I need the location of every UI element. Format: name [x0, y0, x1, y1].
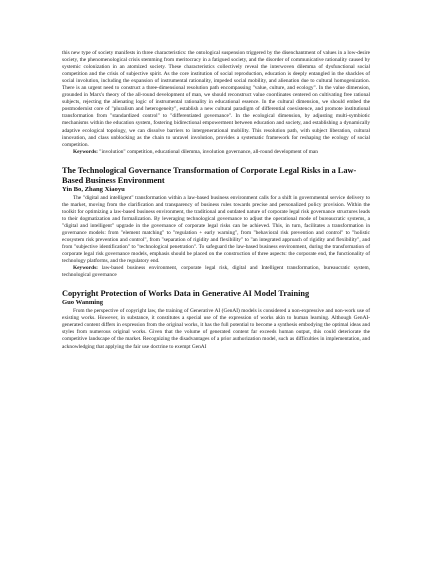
article-abstract: From the perspective of copyright law, the training of Generative AI (GenAI) models is considered a non-expressive and non-work use of existing works. However, in substance, it constitutes a special use of the expression of works akin to human learning. Although GenAI-generated content differs in expression from the original works, it has the full potential to become a synthesis embodying the optimal ideas and styles from numerous original works. Given that the volume of generated content far exceeds human output, this could deteriorate the competitive landscape of the market. Recognizing the disadvantages of a prior authorization model, such as difficulties in implementation, and acknowledging that applying the fair use doctrine to exempt GenAI	[62, 308, 370, 350]
article-section-1	[62, 166, 370, 280]
article-section-2	[62, 289, 370, 350]
keywords-line	[62, 265, 370, 279]
article-abstract: The "digital and intelligent" transformation within a law-based business environment calls for a shift in governmental service delivery to the market, moving from the clarification and transparency of business rules towards precise and personalized policy provision. Within the toolkit for optimizing a law-based business environment, the traditional and outdated nature of corporate legal risk governance structures leads to their dogmatization and formalization. By leveraging technological governance to adjust the operational mode of bureaucratic systems, a "digital and intelligent" upgrade in the governance of corporate legal risks can be achieved. This, in turn, facilitates a transformation in governance models: from "element matching" to "regulation + early warning", from "behavioral risk prevention and control" to "holistic ecosystem risk prevention and control", from "separation of rigidity and flexibility" to "an integrated approach of rigidity and flexibility", and from "subjective identification" to "technological penetration". To safeguard the law-based business environment, during the transformation of corporate legal risk governance models, emphasis should be placed on the construction of three aspects: the corporate end, the functionality of technology platforms, and the regulatory end.	[62, 194, 370, 265]
article-authors: Yin Bo, Zhang Xiaoyu	[62, 185, 125, 193]
document-page	[62, 50, 370, 351]
abstract-continuation: this new type of society manifests in three characteristics: the ontological suspension triggered by the disenchantment of values in a low-desire society, the phenomenological crisis stemming from meritocracy in a fatigued society, and the disorder of communicative rationality caused by systemic colonization in an atomized society. These characteristics collectively reveal the interwoven dilemma of dysfunctional social competition and the crisis of subjective spirit. As the core institution of social reproduction, education is deeply entangled in the shackles of social involution, including the expansion of instrumental rationality, impeded social mobility, and alienation due to cultural homogenization. There is an urgent need to construct a three-dimensional resolution path encompassing "value, culture, and ecology". In the value dimension, grounded in Marx's theory of the all-round development of man, we should reconstruct value coordinates centered on cultivating free rational subjects, rejecting the alienating logic of instrumental rationality in educational essence. In the cultural dimension, we should embed the postmodernist core of "pluralism and heterogeneity", establish a new cultural paradigm of differential coexistence, and promote institutional transformation from "standardized control" to "differentiated governance". In the ecological dimension, by adjusting multi-symbiotic mechanisms within the education system, fostering bidirectional empowerment between education and society, and establishing a dynamically adaptive ecological topology, we can dissolve barriers to intergenerational mobility. This resolution path, with subject liberation, cultural innovation, and class unblocking as the chain to unravel involution, provides a systematic framework for reshaping the ecology of social competition.	[62, 50, 370, 148]
keywords-text: "involution" competition, educational dilemma, involution governance, all-round development of man	[97, 148, 318, 155]
article-title: The Technological Governance Transformation of Corporate Legal Risks in a Law-Based Business Environment	[62, 165, 357, 185]
keywords-label: Keywords:	[73, 148, 98, 155]
keywords-label: Keywords:	[73, 265, 98, 272]
article-title: Copyright Protection of Works Data in Generative AI Model Training	[62, 289, 310, 299]
keywords-line	[62, 149, 370, 156]
article-authors: Guo Wanming	[62, 299, 104, 307]
keywords-text: law-based business environment, corporate legal risk, digital and Intelligent transformation, bureaucratic system, technological governance	[62, 265, 370, 279]
